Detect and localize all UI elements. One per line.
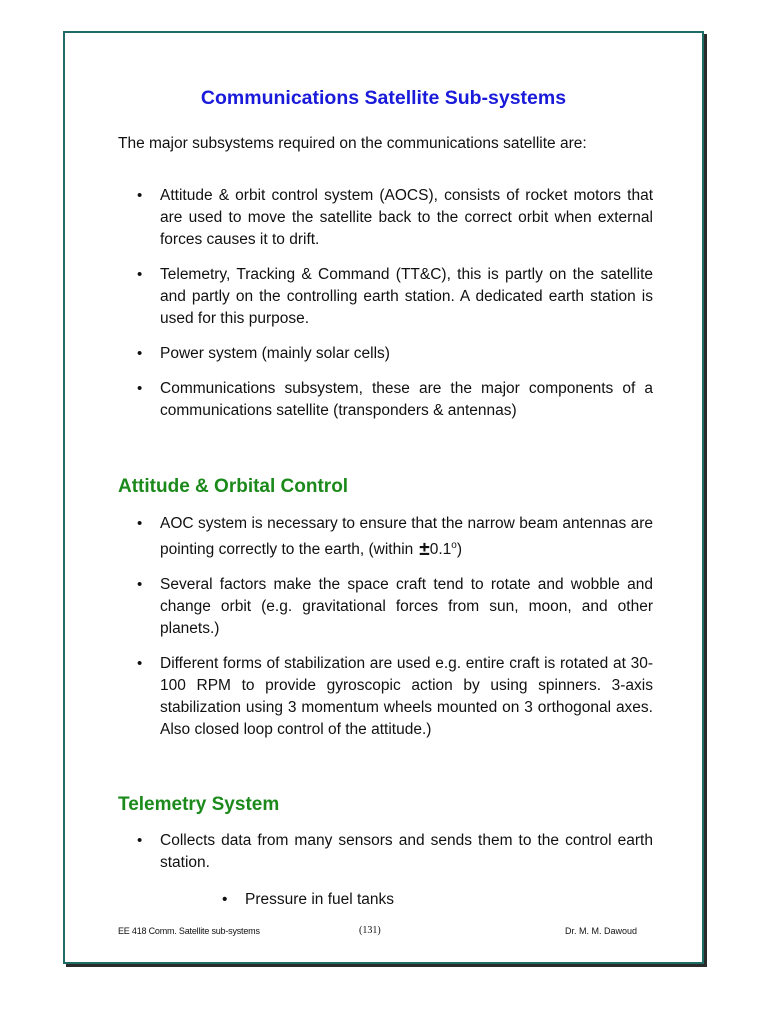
list-item: • Power system (mainly solar cells) <box>137 343 653 365</box>
list-item: • Collects data from many sensors and sends them to the control earth station. <box>137 830 653 874</box>
list-item: • Communications subsystem, these are the major components of a communications satellite (transponders & antennas) <box>137 378 653 422</box>
aoc-bullet1-value: 0.1 <box>429 541 452 559</box>
subsystems-list <box>137 185 653 435</box>
degree-symbol: o <box>451 540 457 551</box>
section-heading-aoc: Attitude & Orbital Control <box>118 476 349 497</box>
footer-page-number: (131) <box>359 925 381 936</box>
intro-paragraph: The major subsystems required on the communications satellite are: <box>118 135 587 152</box>
page-title: Communications Satellite Sub-systems <box>200 87 567 109</box>
aoc-bullet1-close: ) <box>456 541 463 559</box>
list-item: • Telemetry, Tracking & Command (TT&C), this is partly on the satellite and partly on the controlling earth station. A dedicated earth station is used for this purpose. <box>137 264 653 330</box>
aoc-bullet1-text: AOC system is necessary to ensure that the narrow beam antennas are pointing correctly to the earth, (within <box>160 515 653 559</box>
list-item: • Different forms of stabilization are used e.g. entire craft is rotated at 30-100 RPM to provide gyroscopic action by using spinners. 3-axis stabilization using 3 momentum wheels mounted on 3 orthogonal axes. Also closed loop control of the attitude.) <box>137 653 653 741</box>
list-item: • Attitude & orbit control system (AOCS), consists of rocket motors that are used to move the satellite back to the correct orbit when external forces causes it to drift. <box>137 185 653 251</box>
sub-list-item: • Pressure in fuel tanks <box>222 889 394 911</box>
telemetry-list <box>137 830 653 887</box>
plus-minus-symbol: ± <box>419 539 430 561</box>
aoc-list <box>137 513 653 754</box>
list-item: • Several factors make the space craft tend to rotate and wobble and change orbit (e.g. gravitational forces from sun, moon, and other planets.) <box>137 574 653 640</box>
section-heading-telemetry: Telemetry System <box>118 794 280 815</box>
footer-author: Dr. M. M. Dawoud <box>565 926 638 936</box>
list-item <box>137 513 653 561</box>
page-frame <box>63 31 704 964</box>
footer-course: EE 418 Comm. Satellite sub-systems <box>118 926 260 936</box>
